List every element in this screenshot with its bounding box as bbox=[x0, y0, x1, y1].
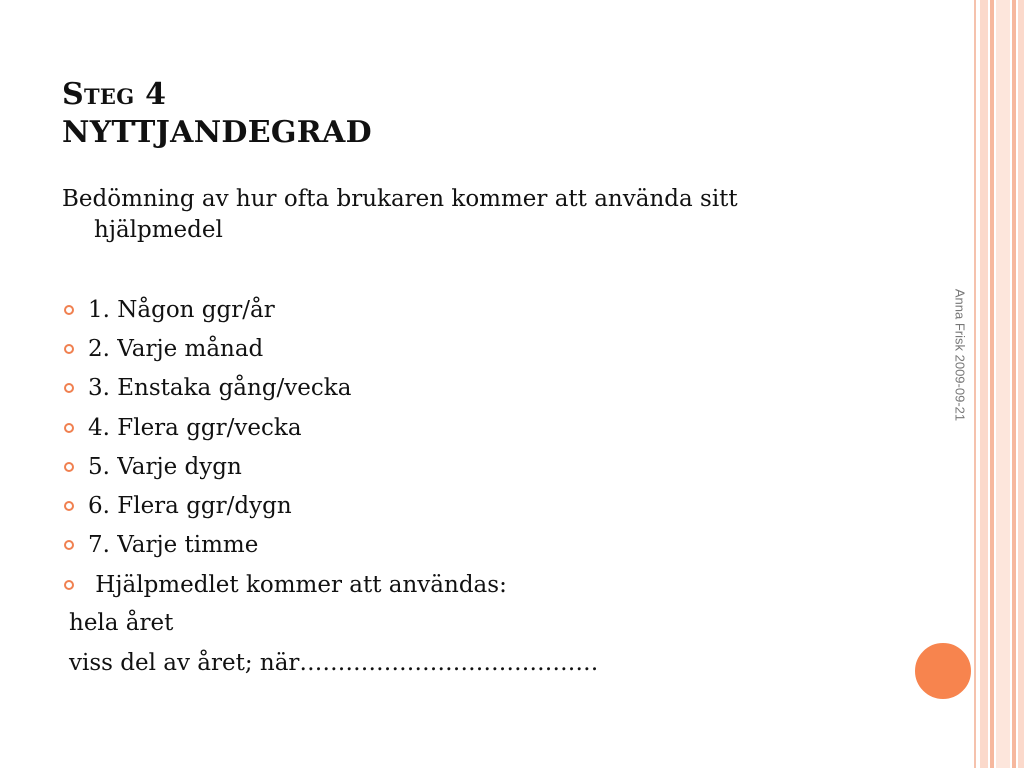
list-item-text: Hjälpmedlet kommer att användas: bbox=[88, 571, 507, 598]
list-item bbox=[64, 290, 507, 329]
option-whole-year: hela året bbox=[69, 610, 174, 636]
footer-author-date: Anna Frisk 2009-09-21 bbox=[952, 288, 968, 422]
title-step: Steg 4 bbox=[62, 77, 167, 112]
intro-paragraph bbox=[62, 184, 862, 246]
option-part-of-year: viss del av året; när………………………………… bbox=[69, 650, 599, 676]
list-item bbox=[64, 408, 507, 447]
decorative-stripe bbox=[974, 0, 976, 768]
list-item bbox=[64, 329, 507, 368]
bullet-circle-icon bbox=[64, 305, 74, 315]
list-item-text: 5. Varje dygn bbox=[88, 453, 242, 480]
list-item bbox=[64, 565, 507, 604]
list-item-text: 4. Flera ggr/vecka bbox=[88, 414, 302, 441]
decorative-stripe bbox=[996, 0, 1010, 768]
list-item bbox=[64, 369, 507, 408]
bullet-circle-icon bbox=[64, 580, 74, 590]
list-item-text: 7. Varje timme bbox=[88, 532, 259, 559]
list-item-text: 6. Flera ggr/dygn bbox=[88, 493, 292, 520]
bullet-circle-icon bbox=[64, 501, 74, 511]
bullet-circle-icon bbox=[64, 383, 74, 393]
bullet-circle-icon bbox=[64, 344, 74, 354]
list-item-text: 1. Någon ggr/år bbox=[88, 296, 275, 323]
list-item bbox=[64, 486, 507, 525]
frequency-list bbox=[64, 290, 507, 604]
bullet-circle-icon bbox=[64, 423, 74, 433]
slide-title bbox=[62, 76, 372, 152]
decorative-stripe bbox=[990, 0, 994, 768]
list-item bbox=[64, 447, 507, 486]
bullet-circle-icon bbox=[64, 462, 74, 472]
intro-text: Bedömning av hur ofta brukaren kommer att använda sitt hjälpmedel bbox=[62, 186, 738, 243]
decorative-stripe bbox=[1018, 0, 1024, 768]
list-item bbox=[64, 526, 507, 565]
list-item-text: 2. Varje månad bbox=[88, 335, 264, 362]
title-heading: NYTTJANDEGRAD bbox=[62, 115, 372, 150]
list-item-text: 3. Enstaka gång/vecka bbox=[88, 375, 352, 402]
bullet-circle-icon bbox=[64, 540, 74, 550]
decorative-stripe bbox=[980, 0, 988, 768]
decorative-stripe bbox=[1012, 0, 1016, 768]
decorative-circle bbox=[912, 640, 974, 702]
